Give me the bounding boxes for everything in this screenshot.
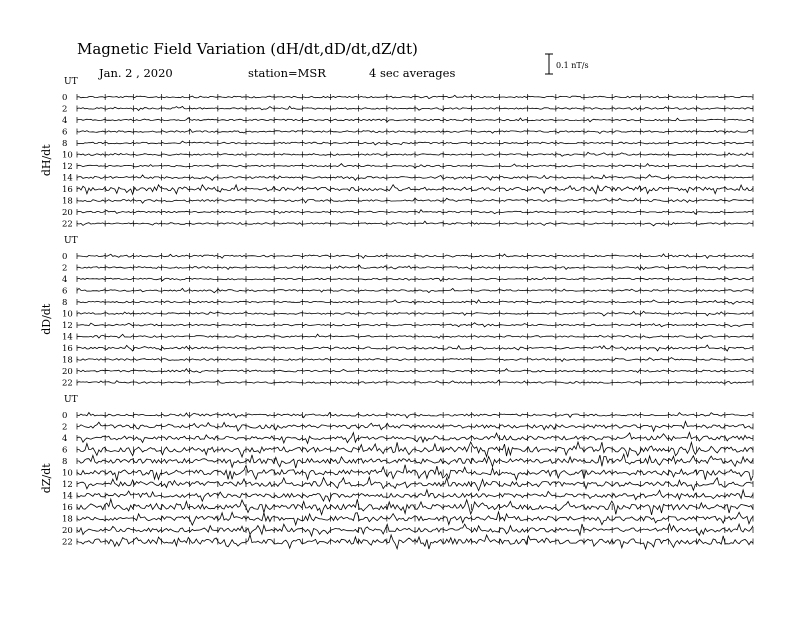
row-label-16: 16 <box>62 503 73 513</box>
row-label-16: 16 <box>62 344 73 354</box>
row-label-2: 2 <box>62 422 68 433</box>
row-label-22: 22 <box>62 378 73 389</box>
row-label-8: 8 <box>62 457 68 467</box>
component-label: dD/dt <box>40 303 53 335</box>
row-label-14: 14 <box>62 491 73 502</box>
component-label: dH/dt <box>40 144 53 177</box>
row-label-18: 18 <box>62 514 73 525</box>
date-label: Jan. 2 , 2020 <box>99 66 173 80</box>
row-label-0: 0 <box>62 411 68 421</box>
row-label-10: 10 <box>62 150 73 161</box>
row-label-4: 4 <box>62 434 68 444</box>
station-label: station=MSR <box>248 66 326 80</box>
row-label-12: 12 <box>62 162 73 172</box>
panels <box>40 77 753 549</box>
component-label: dZ/dt <box>40 463 53 494</box>
panel-1 <box>40 236 753 389</box>
row-label-4: 4 <box>62 116 68 126</box>
row-label-20: 20 <box>62 367 73 377</box>
row-label-8: 8 <box>62 298 68 308</box>
row-label-6: 6 <box>62 127 68 138</box>
row-label-22: 22 <box>62 537 73 548</box>
row-label-0: 0 <box>62 93 68 103</box>
row-label-20: 20 <box>62 208 73 218</box>
row-label-8: 8 <box>62 139 68 149</box>
ut-label: UT <box>64 77 78 87</box>
averages-label: 4 sec averages <box>369 66 456 80</box>
scale-bar <box>545 54 589 74</box>
row-label-16: 16 <box>62 185 73 195</box>
row-label-2: 2 <box>62 263 68 274</box>
ut-label: UT <box>64 236 78 246</box>
panel-2 <box>40 395 753 549</box>
row-label-20: 20 <box>62 526 73 536</box>
scale-label: 0.1 nT/s <box>556 61 589 70</box>
row-label-14: 14 <box>62 332 73 343</box>
row-label-12: 12 <box>62 480 73 490</box>
trace-dZ/dt-14 <box>77 490 753 502</box>
row-label-6: 6 <box>62 445 68 456</box>
row-label-14: 14 <box>62 173 73 184</box>
row-label-6: 6 <box>62 286 68 297</box>
panel-0 <box>40 77 753 230</box>
ut-label: UT <box>64 395 78 405</box>
row-label-4: 4 <box>62 275 68 285</box>
row-label-10: 10 <box>62 309 73 320</box>
chart-title: Magnetic Field Variation (dH/dt,dD/dt,dZ/dt) <box>77 40 418 58</box>
row-label-10: 10 <box>62 468 73 479</box>
row-label-18: 18 <box>62 196 73 207</box>
row-label-18: 18 <box>62 355 73 366</box>
row-label-0: 0 <box>62 252 68 262</box>
row-label-12: 12 <box>62 321 73 331</box>
row-label-2: 2 <box>62 104 68 115</box>
row-label-22: 22 <box>62 219 73 230</box>
